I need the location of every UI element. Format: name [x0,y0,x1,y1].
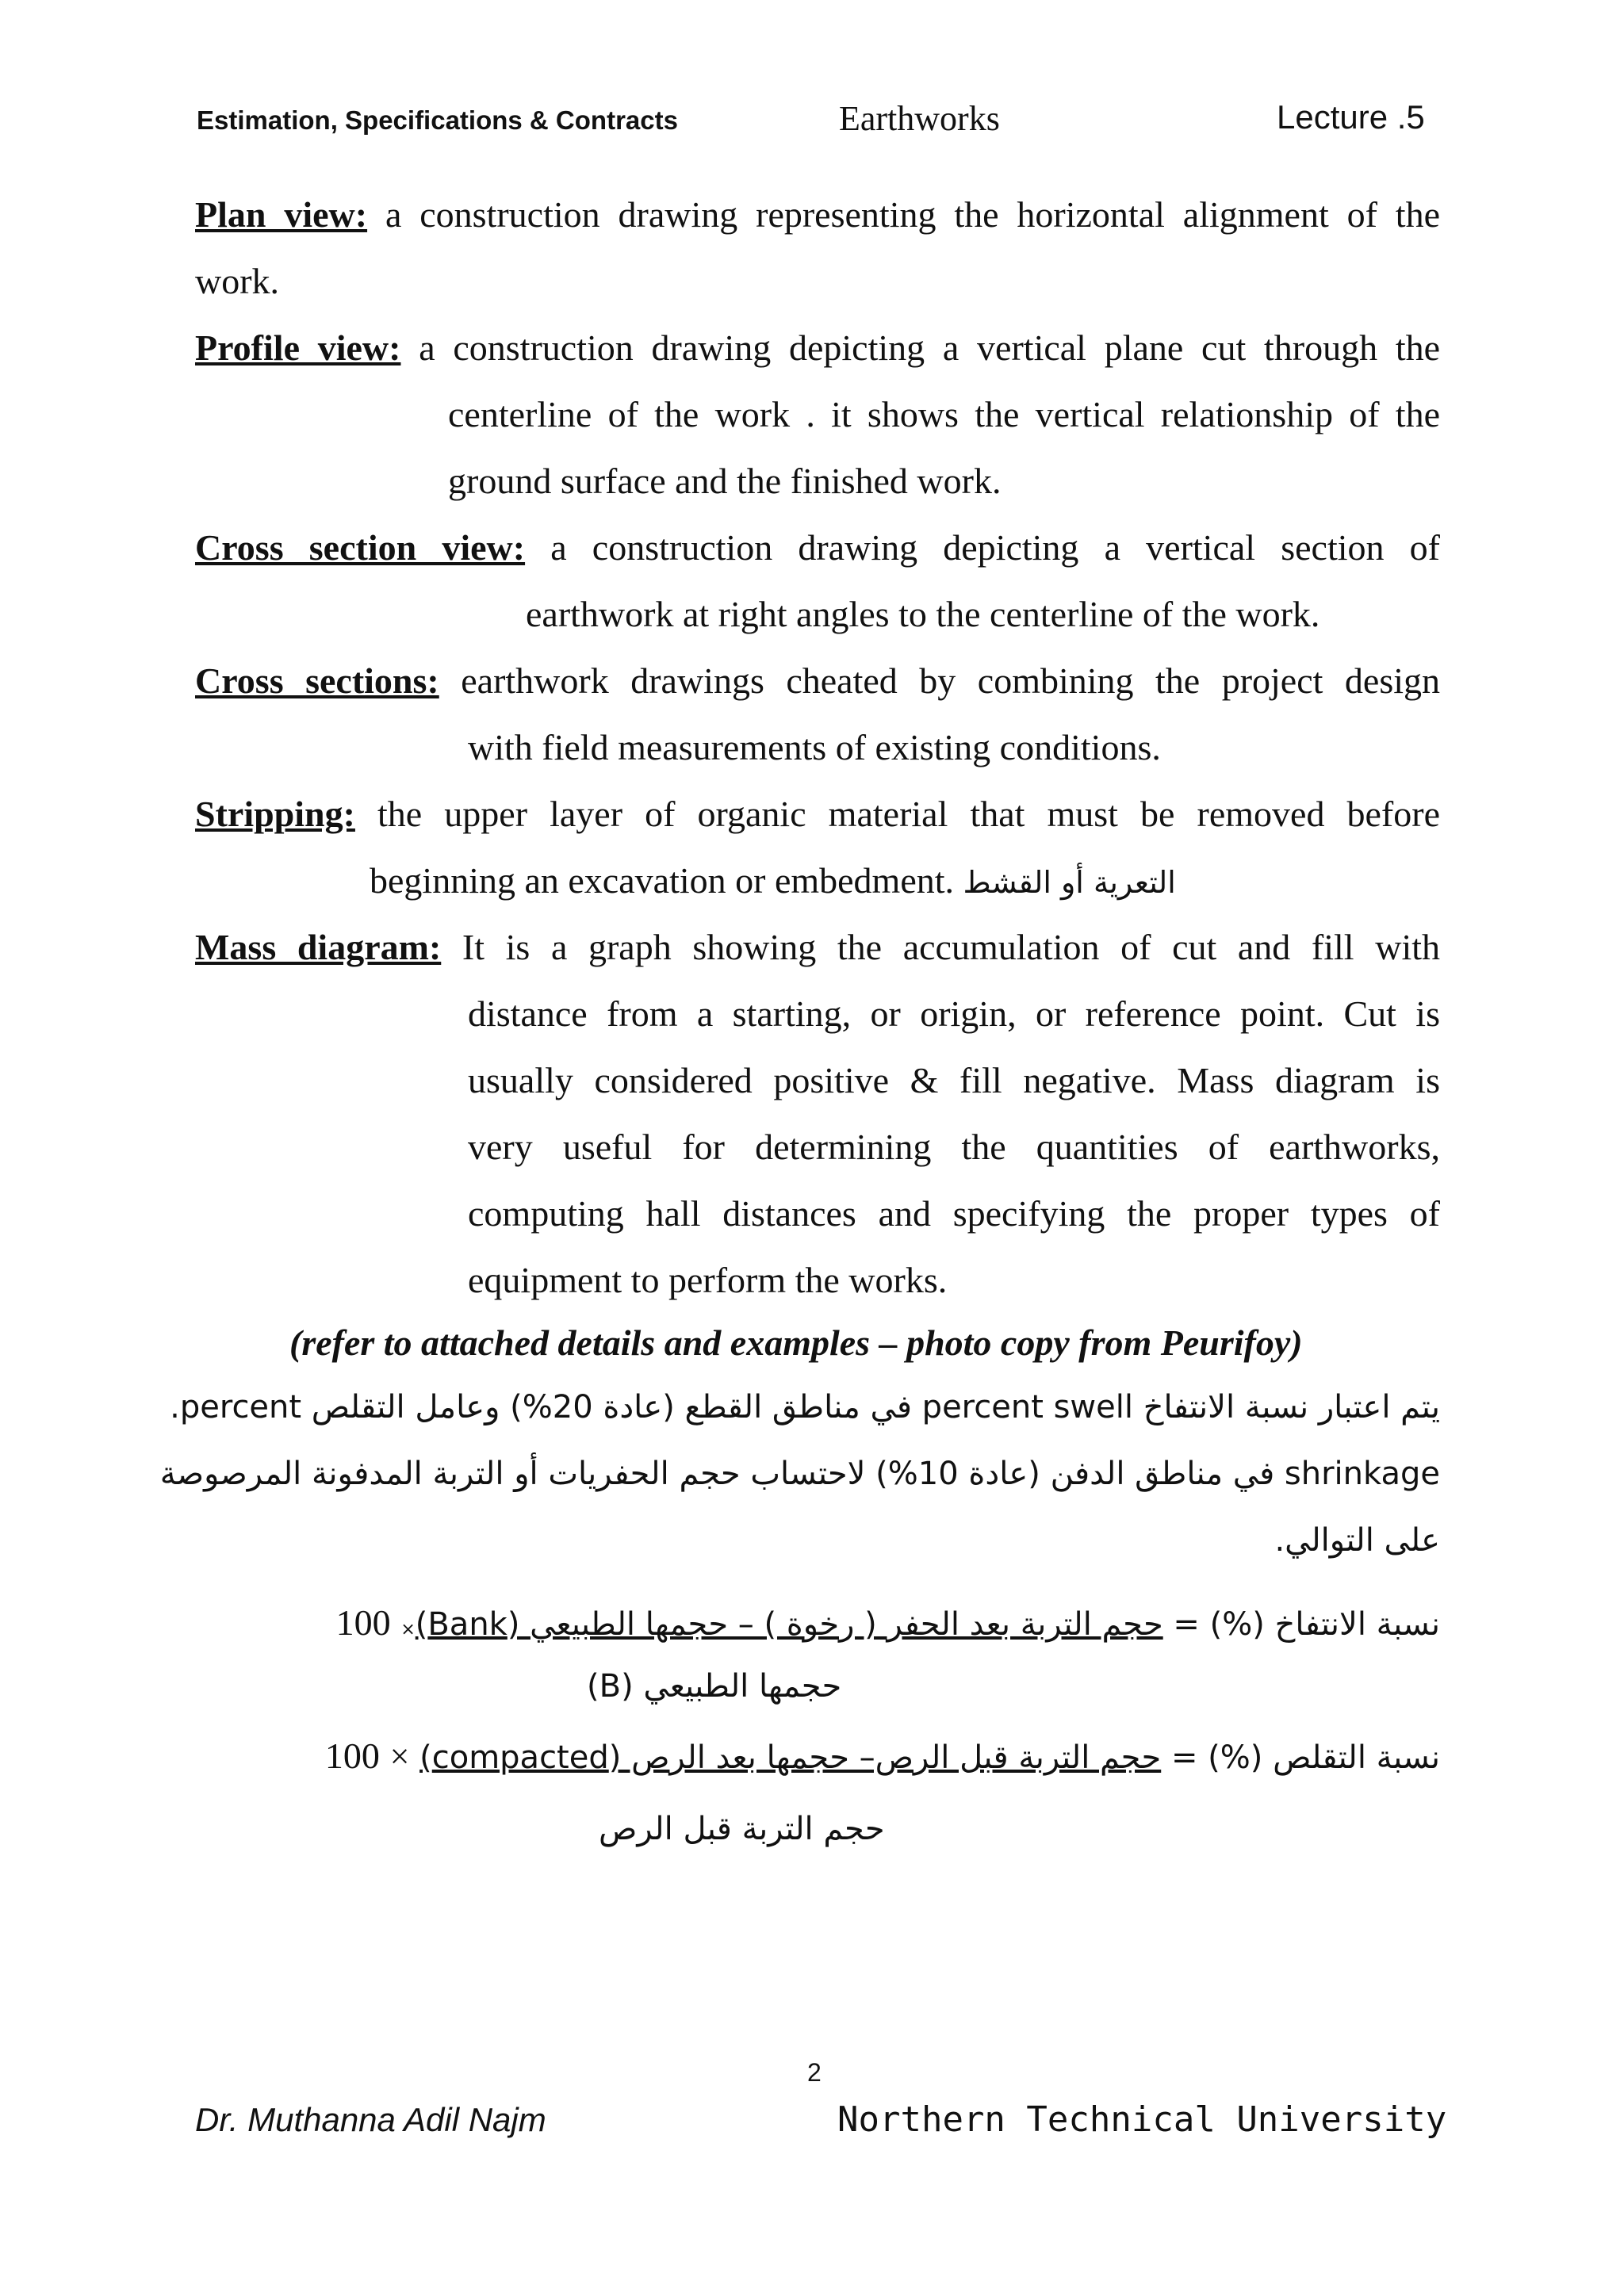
shrink-formula-times: × [389,1737,410,1776]
mass-diagram-text-2: distance from a starting, or origin, or reference point. Cut is [468,993,1440,1034]
cross-section-view-term: Cross section view: [195,527,526,568]
profile-view-text-3: ground surface and the finished work. [448,461,1002,501]
swell-formula-numerator: حجم التربة بعد الحفر ( رخوة ) – حجمها الطبيعي (Bank) [415,1606,1163,1643]
mass-diagram-text-5: computing hall distances and specifying the proper types of [468,1193,1440,1234]
arabic-paragraph-line-1: يتم اعتبار نسبة الانتفاخ percent swell في مناطق القطع (عادة 20%) وعامل التقلص percent. [170,1389,1440,1425]
shrink-formula-denominator: حجم التربة قبل الرص [599,1811,885,1847]
header-lecture: Lecture .5 [1277,98,1425,136]
arabic-paragraph-line-2: shrinkage في مناطق الدفن (عادة 10%) لاحتساب حجم الحفريات أو التربة المدفونة المرصوصة [159,1456,1440,1492]
shrink-formula-numerator-row [325,1735,1440,1777]
mass-diagram-text-1: It is a graph showing the accumulation of cut and fill with [462,927,1441,967]
arabic-paragraph-line-3: على التوالي. [1274,1522,1440,1559]
page-number: 2 [807,2058,822,2087]
swell-formula-times: × [400,1620,416,1640]
footer-author: Dr. Muthanna Adil Najm [195,2101,546,2138]
stripping-definition [195,793,1440,835]
cross-section-view-definition [195,526,1440,568]
plan-view-definition [195,193,1440,235]
profile-view-term: Profile view: [195,327,401,368]
cross-sections-definition [195,660,1440,702]
header-course: Estimation, Specifications & Contracts [197,105,678,135]
plan-view-term: Plan view: [195,194,368,235]
profile-view-definition [195,327,1440,369]
mass-diagram-text-6: equipment to perform the works. [468,1260,948,1300]
swell-formula-factor: 100 [335,1602,391,1643]
shrink-formula-factor: 100 [324,1735,380,1776]
mass-diagram-definition [195,926,1440,968]
profile-view-text-2: centerline of the work . it shows the vertical relationship of the [448,394,1440,434]
mass-diagram-term: Mass diagram: [195,927,442,967]
shrink-formula-label: نسبة التقلص (%) = [1170,1739,1440,1776]
cross-sections-text-2: with field measurements of existing conditions. [468,727,1161,767]
stripping-line-2 [370,859,1176,901]
swell-formula-denominator: حجمها الطبيعي (B) [587,1668,842,1705]
stripping-arabic: التعرية أو القشط [963,865,1176,900]
footer-institution: Northern Technical University [837,2099,1447,2140]
shrink-formula-numerator: حجم التربة قبل الرص– حجمها بعد الرص (compacted) [419,1739,1162,1776]
cross-section-view-text-1: a construction drawing depicting a vertical section of [550,527,1440,568]
swell-formula-numerator-row [336,1601,1440,1644]
stripping-text-2: beginning an excavation or embedment. [370,860,955,901]
plan-view-text-1: a construction drawing representing the horizontal alignment of the [385,194,1440,235]
header-topic: Earthworks [839,99,1000,138]
plan-view-text-2: work. [195,261,280,301]
stripping-text-1: the upper layer of organic material that must be removed before [377,794,1440,834]
mass-diagram-text-3: usually considered positive & fill negative. Mass diagram is [468,1060,1440,1100]
reference-note: (refer to attached details and examples – photo copy from Peurifoy) [289,1322,1303,1363]
stripping-term: Stripping: [195,794,355,834]
mass-diagram-text-4: very useful for determining the quantities of earthworks, [468,1127,1440,1167]
cross-sections-text-1: earthwork drawings cheated by combining the project design [461,660,1441,701]
profile-view-text-1: a construction drawing depicting a vertical plane cut through the [419,327,1441,368]
cross-section-view-text-2: earthwork at right angles to the centerline of the work. [526,594,1320,634]
cross-sections-term: Cross sections: [195,660,439,701]
swell-formula-label: نسبة الانتفاخ (%) = [1173,1606,1440,1643]
